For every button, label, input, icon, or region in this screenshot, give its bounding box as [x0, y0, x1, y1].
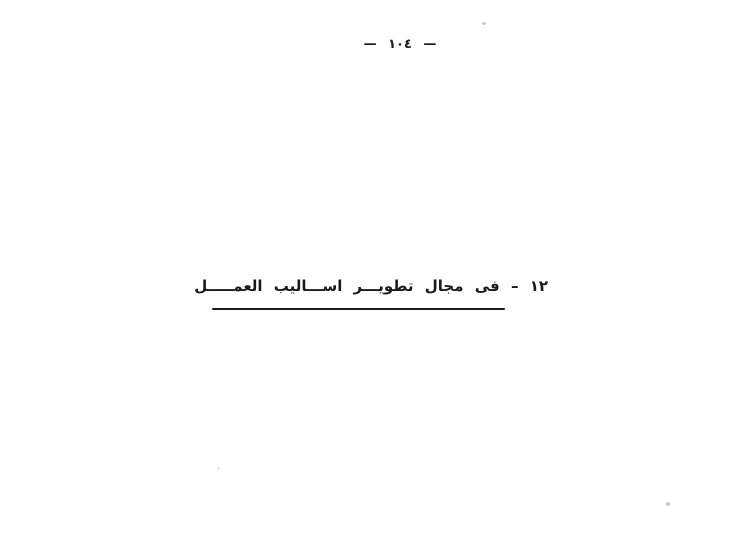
- scan-speck: [666, 502, 670, 506]
- section-heading: ١٢ – فى مجال تطويـــر اســـاليب العمـــــل: [194, 277, 548, 295]
- page-number: — ١٠٤ —: [363, 37, 437, 52]
- heading-underline: [212, 308, 505, 310]
- scan-speck: [482, 22, 486, 25]
- scan-speck: [217, 467, 220, 470]
